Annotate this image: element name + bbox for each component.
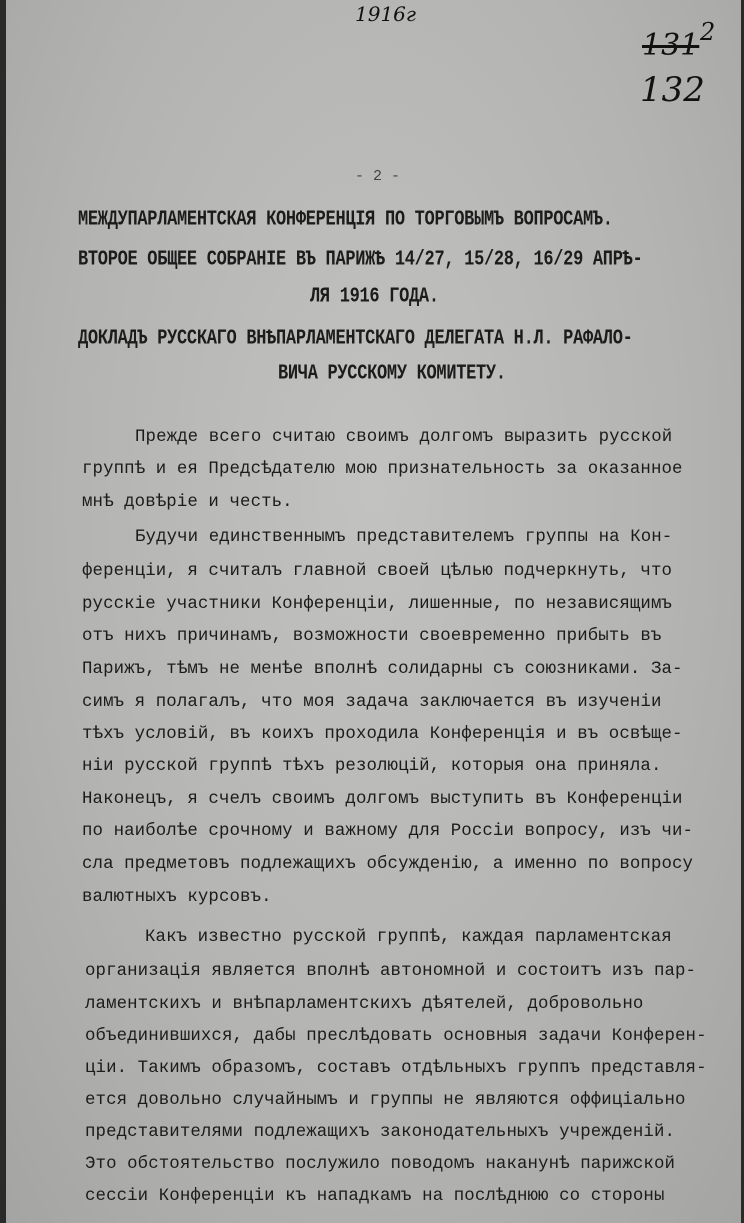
title-line: МЕЖДУПАРЛАМЕНТСКАЯ КОНФЕРЕНЦІЯ ПО ТОРГОВЫМЪ ВОПРОСАМЪ. — [78, 208, 613, 232]
body-line: Прежде всего считаю своимъ долгомъ выразить русской — [135, 428, 673, 447]
body-line: отъ нихъ причинамъ, возможности своевременно прибыть въ — [82, 627, 662, 646]
body-line: организація является вполнѣ автономной и состоитъ изъ пар- — [85, 962, 697, 981]
body-line: Какъ известно русской группѣ, каждая парламентская — [145, 928, 672, 947]
page-number: - 2 - — [355, 168, 401, 185]
body-line: по наиболѣе срочному и важному для Россіи вопросу, изъ чи- — [82, 822, 694, 841]
scan-edge-left — [0, 0, 6, 1223]
handwritten-year: 1916г — [355, 2, 417, 26]
handwritten-sheet-suffix: 2 — [700, 18, 716, 46]
body-line: Парижъ, тѣмъ не менѣе вполнѣ солидарны съ союзниками. За- — [82, 660, 683, 679]
body-line: группѣ и ея Предсѣдателю мою признательность за оказанное — [82, 460, 683, 479]
handwritten-sheet-old: 131 — [642, 28, 700, 63]
body-line: русскіе участники Конференціи, лишенные, по независящимъ — [82, 595, 673, 614]
title-line: ВИЧА РУССКОМУ КОМИТЕТУ. — [278, 362, 506, 386]
body-line: тѣхъ условій, въ коихъ проходила Конференція и въ освѣще- — [82, 725, 683, 744]
body-line: ніи русской группѣ тѣхъ резолюцій, которыя она приняла. — [82, 757, 662, 776]
title-line: ДОКЛАДЪ РУССКАГО ВНѢПАРЛАМЕНТСКАГО ДЕЛЕГАТА Н.Л. РАФАЛО- — [78, 327, 633, 351]
body-line: сессіи Конференціи къ нападкамъ на послѣднюю со стороны — [85, 1187, 665, 1206]
body-line: объединившихся, дабы преслѣдовать основныя задачи Конферен- — [85, 1027, 707, 1046]
body-line: Будучи единственнымъ представителемъ группы на Кон- — [135, 528, 673, 547]
body-line: Наконецъ, я счелъ своимъ долгомъ выступить въ Конференціи — [82, 790, 683, 809]
body-line: Это обстоятельство послужило поводомъ наканунѣ парижской — [85, 1155, 676, 1174]
body-line: ется довольно случайнымъ и группы не являются оффиціально — [85, 1091, 686, 1110]
title-line: ЛЯ 1916 ГОДА. — [310, 285, 439, 309]
body-line: симъ я полагалъ, что моя задача заключается въ изученіи — [82, 693, 662, 712]
body-line: сла предметовъ подлежащихъ обсужденію, а именно по вопросу — [82, 855, 694, 874]
body-line: ламентскихъ и внѣпарламентскихъ дѣятелей, добровольно — [85, 995, 644, 1014]
body-line: представителями подлежащихъ законодательныхъ учрежденій. — [85, 1123, 676, 1142]
title-line: ВТОРОЕ ОБЩЕЕ СОБРАНІЕ ВЪ ПАРИЖѢ 14/27, 15/28, 16/29 АПРѢ- — [78, 248, 643, 272]
handwritten-sheet-new: 132 — [640, 70, 705, 110]
body-line: ціи. Такимъ образомъ, составъ отдѣльныхъ группъ представля- — [85, 1059, 707, 1078]
body-line: ференціи, я считалъ главной своей цѣлью подчеркнуть, что — [82, 562, 673, 581]
body-line: валютныхъ курсовъ. — [82, 888, 272, 907]
body-line: мнѣ довѣріе и честь. — [82, 493, 293, 512]
